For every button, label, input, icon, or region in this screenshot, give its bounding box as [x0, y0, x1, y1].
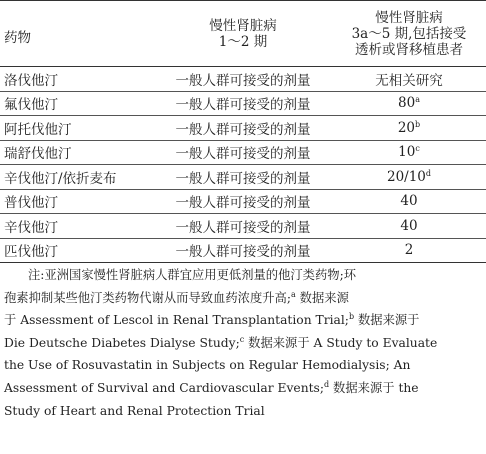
drug-name: 洛伐他汀: [4, 72, 58, 89]
table-row: [0, 238, 486, 263]
dose-ckd-stage-3-5: [332, 189, 486, 214]
dose-ckd-stage-1-2: 一般人群可接受的剂量: [175, 195, 311, 212]
note-line-4: [4, 332, 482, 355]
header-ckd12-line1: 慢性肾脏病: [209, 17, 277, 34]
note-sup-b: b: [348, 312, 355, 322]
dose-ckd-stage-1-2: 一般人群可接受的剂量: [175, 170, 311, 187]
drug-name: 瑞舒伐他汀: [4, 146, 72, 163]
note-line-2: [4, 287, 482, 310]
header-ckd-stage-3-5: [332, 1, 486, 67]
dose-ckd-stage-3-5: [332, 238, 486, 263]
note-sup-c: c: [239, 334, 245, 344]
dose-ckd-stage-1-2: 一般人群可接受的剂量: [175, 244, 311, 261]
table-row: [0, 67, 486, 92]
dose-value: 40: [400, 193, 418, 210]
note-text: Assessment of Survival and Cardiovascular Events;: [4, 380, 325, 395]
note-text: 数据来源于 A Study to Evaluate: [244, 335, 438, 350]
drug-name: 辛伐他汀/依折麦布: [4, 170, 117, 187]
note-line-7: Study of Heart and Renal Protection Trial: [4, 403, 265, 418]
note-line-5: the Use of Rosuvastatin in Subjects on Regular Hemodialysis; An: [4, 358, 411, 373]
note-text: 于 Assessment of Lescol in Renal Transplantation Trial;: [4, 313, 349, 328]
note-line-6: [4, 377, 482, 400]
note-sup-d: d: [324, 379, 330, 389]
dose-value: 2: [404, 242, 414, 259]
dose-footnote-marker: b: [415, 119, 421, 129]
dose-footnote-marker: d: [425, 168, 432, 178]
header-ckd12-line2: 1～2 期: [218, 33, 268, 50]
note-text: 数据来源: [295, 290, 349, 305]
table-row: [0, 140, 486, 165]
note-text: 数据来源于: [354, 313, 420, 328]
note-text: 孢素抑制某些他汀类药物代谢从而导致血药浓度升高;: [4, 290, 291, 305]
dose-ckd-stage-3-5: [332, 165, 486, 190]
table-row: [0, 214, 486, 239]
note-line-1: 注:亚洲国家慢性肾脏病人群宜应用更低剂量的他汀类药物;环: [28, 268, 357, 282]
dose-ckd-stage-1-2: 一般人群可接受的剂量: [175, 219, 311, 236]
drug-name: 辛伐他汀: [4, 219, 58, 236]
note-sup-a: a: [290, 289, 296, 299]
note-line-3: [4, 309, 482, 332]
dose-ckd-stage-3-5: [332, 140, 486, 165]
dose-value: 20: [397, 119, 416, 136]
dose-ckd-stage-1-2: 一般人群可接受的剂量: [175, 72, 311, 89]
drug-name: 匹伐他汀: [4, 244, 58, 261]
dose-ckd-stage-3-5: [332, 67, 486, 92]
note-text: Die Deutsche Diabetes Dialyse Study;: [4, 335, 240, 350]
header-ckd35-line2: 3a～5 期,包括接受: [351, 25, 467, 42]
table-footnote: [4, 264, 482, 422]
dose-footnote-marker: a: [415, 95, 420, 105]
dose-value: 20/10: [386, 168, 426, 185]
dose-value: 无相关研究: [375, 72, 443, 89]
dose-footnote-marker: c: [415, 144, 420, 154]
table-row: [0, 91, 486, 116]
table-row: [0, 116, 486, 141]
table-header-row: [0, 1, 486, 67]
note-text: 数据来源于 the: [329, 380, 419, 395]
table-row: [0, 165, 486, 190]
header-drug: 药物: [4, 29, 31, 46]
header-ckd35-line3: 透析或肾移植患者: [355, 41, 463, 58]
header-ckd35-line1: 慢性肾脏病: [375, 9, 443, 26]
dose-ckd-stage-3-5: [332, 91, 486, 116]
dose-ckd-stage-1-2: 一般人群可接受的剂量: [175, 146, 311, 163]
dose-ckd-stage-3-5: [332, 116, 486, 141]
dose-ckd-stage-3-5: [332, 214, 486, 239]
drug-name: 普伐他汀: [4, 195, 58, 212]
dose-value: 40: [400, 217, 418, 234]
drug-name: 阿托伐他汀: [4, 121, 72, 138]
dose-value: 80: [398, 95, 416, 112]
dose-ckd-stage-1-2: 一般人群可接受的剂量: [175, 121, 311, 138]
header-ckd-stage-1-2: [154, 1, 332, 67]
dose-value: 10: [398, 144, 416, 161]
table-row: [0, 189, 486, 214]
drug-name: 氟伐他汀: [4, 97, 58, 114]
dose-ckd-stage-1-2: 一般人群可接受的剂量: [175, 97, 311, 114]
